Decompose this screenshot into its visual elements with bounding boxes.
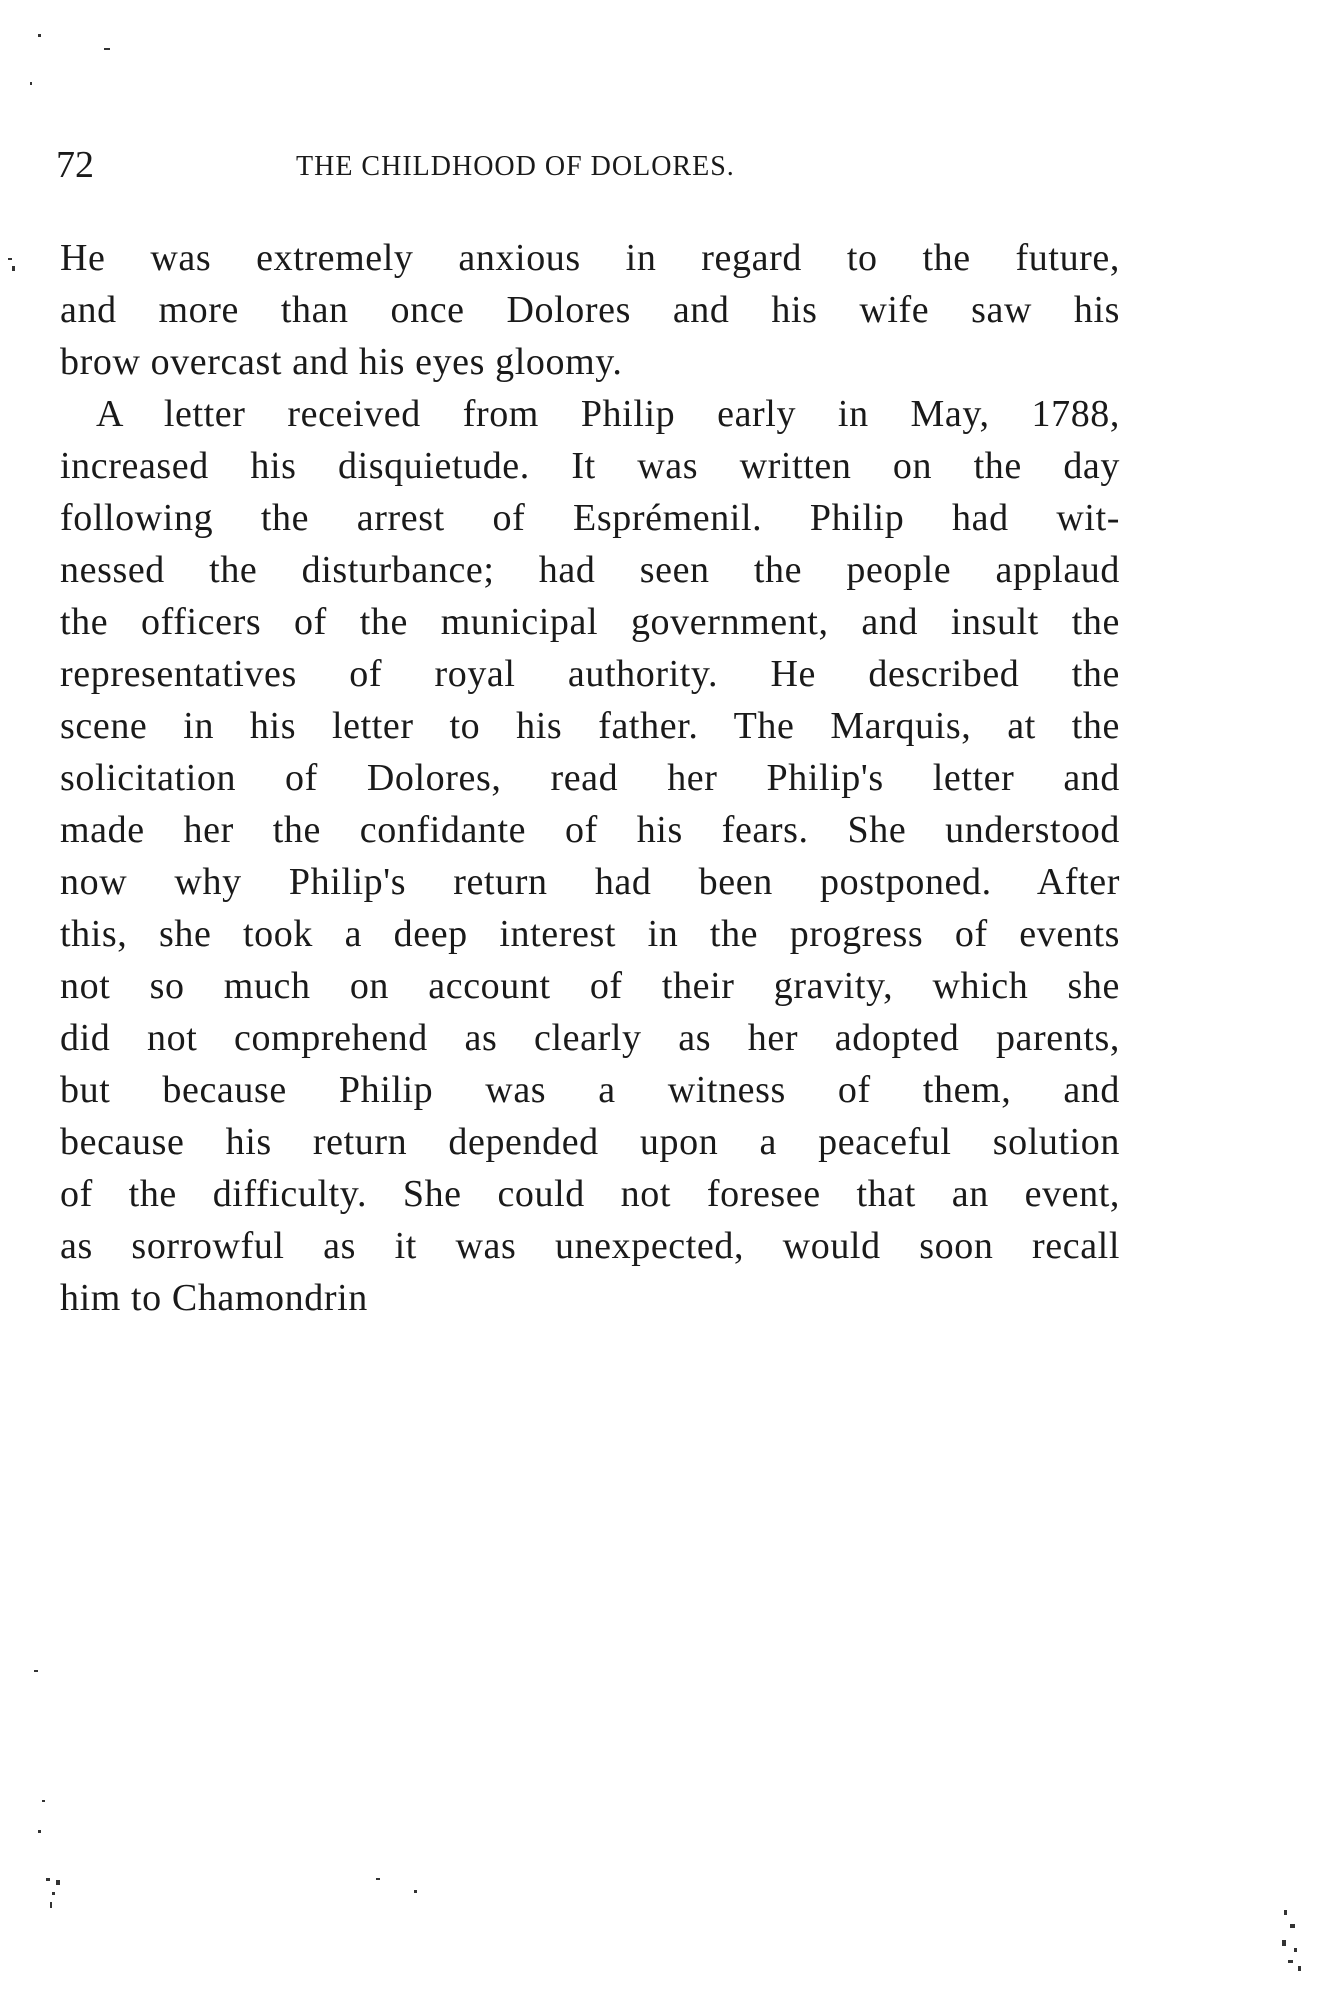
text-line: following the arrest of Esprémenil. Philip had wit-	[60, 497, 1120, 539]
text-line: increased his disquietude. It was written on the day	[60, 445, 1120, 487]
text-line: not so much on account of their gravity, which she	[60, 965, 1120, 1007]
text-line: solicitation of Dolores, read her Philip's letter and	[60, 757, 1120, 799]
text-line: of the difficulty. She could not foresee that an event,	[60, 1173, 1120, 1215]
running-head	[56, 140, 1116, 190]
text-line: scene in his letter to his father. The Marquis, at the	[60, 705, 1120, 747]
text-line: nessed the disturbance; had seen the people applaud	[60, 549, 1120, 591]
running-title: THE CHILDHOOD OF DOLORES.	[296, 151, 735, 182]
text-line: now why Philip's return had been postponed. After	[60, 861, 1120, 903]
text-line: and more than once Dolores and his wife saw his	[60, 289, 1120, 331]
text-line: He was extremely anxious in regard to the future,	[60, 237, 1120, 279]
text-line: as sorrowful as it was unexpected, would soon recall	[60, 1225, 1120, 1267]
text-line: the officers of the municipal government, and insult the	[60, 601, 1120, 643]
text-line: representatives of royal authority. He described the	[60, 653, 1120, 695]
text-line: because his return depended upon a peaceful solution	[60, 1121, 1120, 1163]
text-line: him to Chamondrin	[60, 1277, 368, 1319]
text-line: this, she took a deep interest in the progress of events	[60, 913, 1120, 955]
text-line: A letter received from Philip early in May, 1788,	[96, 393, 1120, 435]
text-line: made her the confidante of his fears. She understood	[60, 809, 1120, 851]
body-text	[60, 232, 1120, 1324]
text-line: did not comprehend as clearly as her adopted parents,	[60, 1017, 1120, 1059]
text-line: brow overcast and his eyes gloomy.	[60, 341, 623, 383]
page-number: 72	[56, 144, 94, 186]
text-line: but because Philip was a witness of them, and	[60, 1069, 1120, 1111]
